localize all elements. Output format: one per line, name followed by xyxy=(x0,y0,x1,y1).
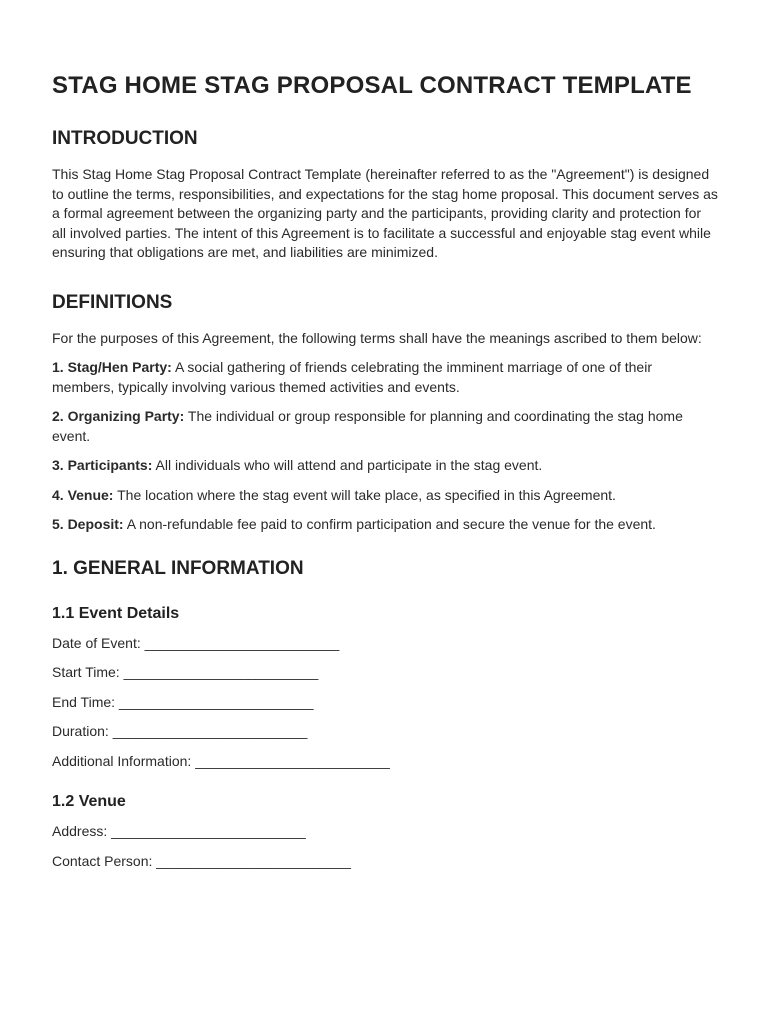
event-details-heading: 1.1 Event Details xyxy=(52,604,180,622)
date-of-event-field[interactable]: Date of Event: _________________________ xyxy=(52,634,340,651)
general-information-section xyxy=(52,557,718,872)
definitions-section xyxy=(52,291,718,535)
document-title: STAG HOME STAG PROPOSAL CONTRACT TEMPLATE xyxy=(52,72,692,99)
definition-text: A social gathering of friends celebrating the imminent marriage of one of their members, typically involving various themed activities and events. xyxy=(52,359,652,395)
end-time-field[interactable]: End Time: _________________________ xyxy=(52,693,314,710)
definition-term: 5. Deposit: xyxy=(52,516,124,532)
definition-term: 2. Organizing Party: xyxy=(52,408,185,424)
venue-heading: 1.2 Venue xyxy=(52,793,126,810)
additional-information-field[interactable]: Additional Information: _________________________ xyxy=(52,752,390,769)
definition-item xyxy=(52,486,718,506)
definition-item xyxy=(52,407,718,446)
definition-text: The location where the stag event will take place, as specified in this Agreement. xyxy=(113,486,616,503)
start-time-field[interactable]: Start Time: _________________________ xyxy=(52,664,319,680)
definition-term: 4. Venue: xyxy=(52,486,114,503)
introduction-heading: INTRODUCTION xyxy=(52,128,198,149)
introduction-body: This Stag Home Stag Proposal Contract Template (hereinafter referred to as the "Agreement") is designed to outline the terms, responsibilities, and expectations for the stag home proposal. This document serves as a formal agreement between the organizing party and the participants, providing clarity and protection for all involved parties. The intent of this Agreement is to facilitate a successful and enjoyable stag event while ensuring that obligations are met, and liabilities are minimized. xyxy=(52,166,718,260)
definition-item xyxy=(52,515,718,535)
duration-field[interactable]: Duration: _________________________ xyxy=(52,723,308,739)
definition-text: The individual or group responsible for planning and coordinating the stag home event. xyxy=(52,408,683,444)
definition-item xyxy=(52,456,718,476)
address-field[interactable]: Address: _________________________ xyxy=(52,823,306,839)
definition-text: All individuals who will attend and participate in the stag event. xyxy=(152,457,543,473)
definitions-heading: DEFINITIONS xyxy=(52,291,173,313)
definition-item xyxy=(52,358,718,397)
definition-text: A non-refundable fee paid to confirm participation and secure the venue for the event. xyxy=(123,516,656,532)
definition-term: 1. Stag/Hen Party: xyxy=(52,359,172,375)
introduction-section xyxy=(52,127,718,263)
general-information-heading: 1. GENERAL INFORMATION xyxy=(52,557,304,579)
definition-term: 3. Participants: xyxy=(52,457,153,473)
contact-person-field[interactable]: Contact Person: _________________________ xyxy=(52,852,351,869)
definitions-lead: For the purposes of this Agreement, the following terms shall have the meanings ascribed to them below: xyxy=(52,329,702,346)
